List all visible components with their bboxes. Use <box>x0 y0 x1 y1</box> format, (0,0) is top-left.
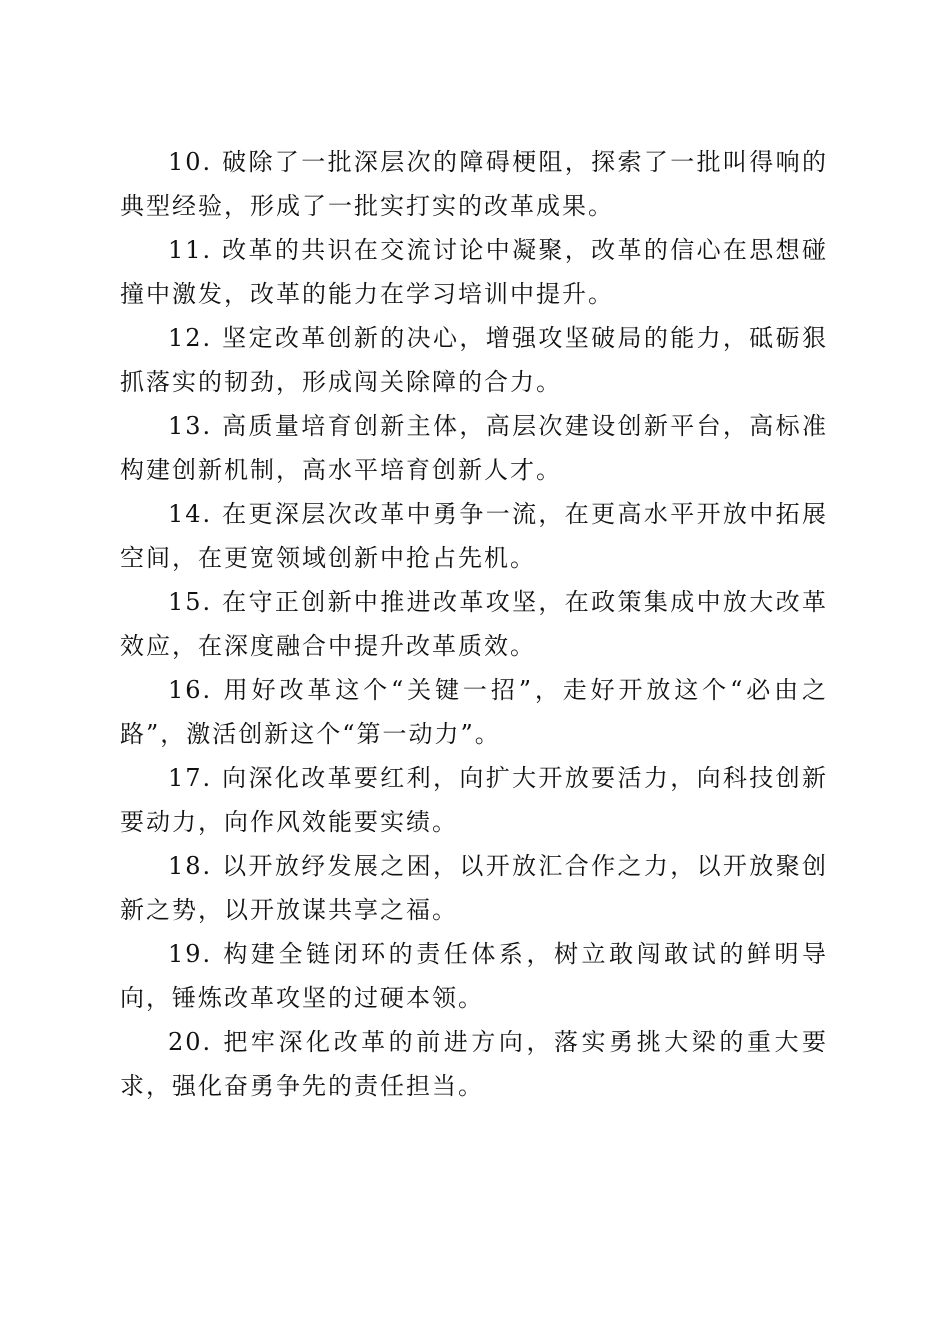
list-item: 19. 构建全链闭环的责任体系，树立敢闯敢试的鲜明导向，锤炼改革攻坚的过硬本领。 <box>120 940 828 1012</box>
list-item: 12. 坚定改革创新的决心，增强攻坚破局的能力，砥砺狠抓落实的韧劲，形成闯关除障的合力。 <box>120 324 828 396</box>
list-item: 15. 在守正创新中推进改革攻坚，在政策集成中放大改革效应，在深度融合中提升改革质效。 <box>120 588 828 660</box>
list-item: 20. 把牢深化改革的前进方向，落实勇挑大梁的重大要求，强化奋勇争先的责任担当。 <box>120 1028 828 1100</box>
list-item: 18. 以开放纾发展之困，以开放汇合作之力，以开放聚创新之势，以开放谋共享之福。 <box>120 852 828 924</box>
list-item: 11. 改革的共识在交流讨论中凝聚，改革的信心在思想碰撞中激发，改革的能力在学习培训中提升。 <box>120 236 828 308</box>
list-item: 13. 高质量培育创新主体，高层次建设创新平台，高标准构建创新机制，高水平培育创新人才。 <box>120 412 828 484</box>
list-item: 17. 向深化改革要红利，向扩大开放要活力，向科技创新要动力，向作风效能要实绩。 <box>120 764 828 836</box>
list-item: 14. 在更深层次改革中勇争一流，在更高水平开放中拓展空间，在更宽领域创新中抢占先机。 <box>120 500 828 572</box>
list-item: 16. 用好改革这个“关键一招”，走好开放这个“必由之路”，激活创新这个“第一动力”。 <box>120 676 828 748</box>
list-item: 10. 破除了一批深层次的障碍梗阻，探索了一批叫得响的典型经验，形成了一批实打实的改革成果。 <box>120 148 828 220</box>
document-body <box>120 140 828 1108</box>
